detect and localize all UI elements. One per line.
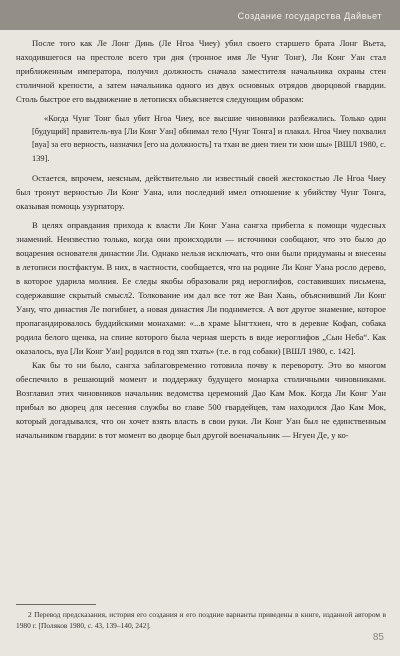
block-quote	[32, 112, 386, 165]
footnote: 2 Перевод предсказания, история его создания и его поздние варианты приведены в книге, изданной автором в 1980 г. [Поляков 1980, с. 43, 139–140, 242].	[16, 610, 386, 630]
paragraph-loyalty: Остается, впрочем, неясным, действительно ли известный своей жестокостью Ле Нгоа Чиеу был тронут верностью Ли Конг Уана, или последний имел отношение к убийству Чунг Тонга, оказывая помощь узурпатору.	[16, 172, 386, 211]
paragraph-omens: В целях оправдания прихода к власти Ли Конг Уана сангха прибегла к помощи чудесных знамений. Неизвестно только, когда они происходили — источники сообщают, что это было до воцарения основателя династии Ли. Однако нельзя исключать, что они были придуманы и внесены в летописи постфактум. В них, в частности, сообщается, что на родине Ли Конг Уана росло дерево, в которое ударила молния. Ее следы якобы образовали ряд иероглифов, составивших письмена, содержавшие скрытый смысл2. Толкование им дал все тот же Ван Хань, объяснивший Ли Конг Уану, что династия Ле погибнет, а новая династия Ли поднимется. А вот другое знамение, которое пропагандировалось буддийскими монахами: «...в храме Ынгтхиен, что в деревне Кофап, собака родила белого щенка, на спине которого была черная шерсть в виде иероглифов „Сын Неба“. Как оказалось, вуа [Ли Конг Уан] родился в год зяп тхать» (т.е. в год собаки) [ВШЛ 1980, с. 142].	[16, 219, 386, 356]
paragraph-coup: Как бы то ни было, сангха заблаговременно готовила почву к перевороту. Это во многом обеспечило в решающий момент и поддержку будущего монарха столичными чиновниками. Возглавил этих чиновников начальник ведомства церемоний Дао Кам Мок. Когда Ли Конг Уан прибыл во дворец для несения службы во главе 500 гвардейцев, там находился Дао Кам Мок, который догадывался, что он хочет взять власть в свои руки. Ли Конг Уан был не единственным начальником гвардии: в тот момент во дворце был другой военачальник — Нгуен Де, у ко-	[16, 359, 386, 440]
header-band	[0, 0, 400, 30]
footnote-divider	[16, 604, 96, 605]
paragraph-intro: После того как Ле Лонг Динь (Ле Нгоа Чиеу) убил своего старшего брата Лонг Вьета, находившегося на престоле всего три дня (тронное имя Ле Чунг Тонг), Ли Конг Уан стал приближенным императора, получил должность сначала заместителя начальника охраны стен столичной крепости, а затем начальника одного из двух основных отрядов дворцовой гвардии. Столь быстрое его выдвижение в летописях объясняется следующим образом:	[16, 38, 386, 104]
main-text	[16, 36, 386, 442]
page-number: 85	[372, 632, 384, 643]
quote-text: «Когда Чунг Тонг был убит Нгоа Чиеу, все высшие чиновники разбежались. Только один [будущий] правитель-вуа [Ли Конг Уан] обнимал тело [Чунг Тонга] и плакал. Нгоа Чиеу похвалил [вуа] за его верность, назначил [его на должность] та тхан ве диен тиен ти хюи шы» [ВШЛ 1980, с. 139].	[32, 114, 386, 163]
running-head: Создание государства Дайвьет	[237, 11, 382, 21]
